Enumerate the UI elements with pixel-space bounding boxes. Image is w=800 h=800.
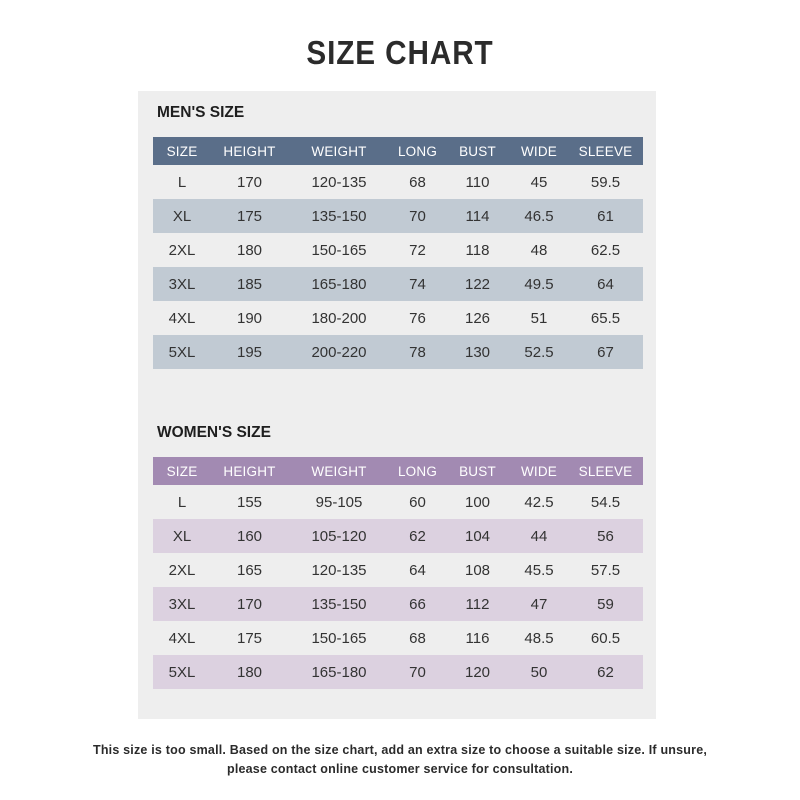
table-row xyxy=(153,621,643,655)
header-height: HEIGHT xyxy=(223,463,276,479)
cell-weight: 135-150 xyxy=(311,207,367,225)
cell-sleeve: 65.5 xyxy=(590,309,621,327)
cell-long: 62 xyxy=(409,527,426,545)
table-header-row xyxy=(153,457,643,485)
cell-long: 76 xyxy=(409,309,426,327)
cell-long: 60 xyxy=(409,493,426,511)
cell-sleeve: 64 xyxy=(597,275,614,293)
cell-sleeve: 61 xyxy=(597,207,614,225)
header-long: LONG xyxy=(397,143,438,159)
cell-bust: 130 xyxy=(464,343,491,361)
cell-sleeve: 62 xyxy=(597,663,614,681)
cell-wide: 50 xyxy=(530,663,548,681)
cell-height: 195 xyxy=(236,343,263,361)
cell-bust: 126 xyxy=(464,309,491,327)
cell-size: L xyxy=(177,493,187,511)
cell-sleeve: 59 xyxy=(597,595,614,613)
cell-wide: 45 xyxy=(530,173,548,191)
cell-size: XL xyxy=(172,207,192,225)
cell-bust: 104 xyxy=(464,527,491,545)
header-wide: WIDE xyxy=(520,143,558,159)
cell-bust: 116 xyxy=(465,629,490,647)
cell-height: 180 xyxy=(236,241,263,259)
cell-bust: 114 xyxy=(465,207,490,225)
cell-wide: 42.5 xyxy=(524,493,554,511)
header-size: SIZE xyxy=(166,143,198,159)
cell-height: 155 xyxy=(236,493,263,511)
cell-long: 72 xyxy=(409,241,426,259)
cell-long: 70 xyxy=(409,663,426,681)
cell-long: 66 xyxy=(409,595,426,613)
table-row xyxy=(153,267,643,301)
cell-bust: 100 xyxy=(464,493,491,511)
cell-sleeve: 62.5 xyxy=(590,241,621,259)
table-row xyxy=(153,485,643,519)
cell-long: 70 xyxy=(409,207,426,225)
header-weight: WEIGHT xyxy=(311,143,367,159)
cell-height: 190 xyxy=(236,309,263,327)
header-long: LONG xyxy=(397,463,438,479)
cell-long: 64 xyxy=(409,561,426,579)
table-row xyxy=(153,165,643,199)
header-size: SIZE xyxy=(166,463,198,479)
cell-weight: 120-135 xyxy=(311,173,367,191)
mens-size-table xyxy=(153,137,643,369)
cell-sleeve: 57.5 xyxy=(590,561,621,579)
cell-weight: 150-165 xyxy=(311,629,367,647)
cell-wide: 45.5 xyxy=(524,561,554,579)
header-weight: WEIGHT xyxy=(311,463,367,479)
table-row xyxy=(153,519,643,553)
table-row xyxy=(153,553,643,587)
cell-wide: 47 xyxy=(530,595,548,613)
header-height: HEIGHT xyxy=(223,143,276,159)
cell-height: 175 xyxy=(236,207,263,225)
header-sleeve: SLEEVE xyxy=(578,143,633,159)
cell-wide: 48 xyxy=(530,241,548,259)
cell-wide: 51 xyxy=(530,309,548,327)
cell-size: 5XL xyxy=(168,663,196,681)
table-row xyxy=(153,335,643,369)
cell-sleeve: 60.5 xyxy=(590,629,621,647)
cell-size: 2XL xyxy=(168,241,196,259)
cell-weight: 180-200 xyxy=(311,309,367,327)
page-title: SIZE CHART xyxy=(306,34,494,71)
header-bust: BUST xyxy=(459,143,496,159)
cell-long: 68 xyxy=(409,629,426,647)
cell-sleeve: 54.5 xyxy=(590,493,621,511)
table-row xyxy=(153,301,643,335)
cell-size: 5XL xyxy=(168,343,196,361)
cell-long: 68 xyxy=(409,173,426,191)
cell-height: 180 xyxy=(236,663,263,681)
cell-weight: 165-180 xyxy=(311,275,367,293)
cell-size: 2XL xyxy=(168,561,196,579)
table-row xyxy=(153,199,643,233)
cell-size: 4XL xyxy=(168,629,196,647)
cell-wide: 44 xyxy=(530,527,548,545)
cell-weight: 105-120 xyxy=(311,527,367,545)
footnote-line-1: This size is too small. Based on the size chart, add an extra size to choose a suitable size. If unsure, xyxy=(92,743,708,757)
mens-size-title: MEN'S SIZE xyxy=(157,104,245,121)
cell-height: 185 xyxy=(236,275,263,293)
cell-sleeve: 56 xyxy=(597,527,614,545)
cell-bust: 118 xyxy=(465,241,490,259)
header-sleeve: SLEEVE xyxy=(578,463,633,479)
header-wide: WIDE xyxy=(520,463,558,479)
cell-size: L xyxy=(177,173,187,191)
cell-height: 170 xyxy=(236,173,263,191)
cell-size: 3XL xyxy=(168,275,196,293)
cell-sleeve: 59.5 xyxy=(590,173,621,191)
cell-sleeve: 67 xyxy=(597,343,614,361)
cell-weight: 150-165 xyxy=(311,241,367,259)
table-row xyxy=(153,587,643,621)
cell-size: 4XL xyxy=(168,309,196,327)
cell-height: 160 xyxy=(236,527,263,545)
cell-long: 78 xyxy=(409,343,426,361)
cell-height: 165 xyxy=(236,561,263,579)
table-header-row xyxy=(153,137,643,165)
cell-wide: 49.5 xyxy=(524,275,554,293)
cell-bust: 110 xyxy=(465,173,490,191)
cell-wide: 48.5 xyxy=(524,629,554,647)
cell-bust: 112 xyxy=(465,595,490,613)
womens-size-table xyxy=(153,457,643,689)
womens-size-title: WOMEN'S SIZE xyxy=(157,424,271,441)
cell-bust: 120 xyxy=(464,663,491,681)
cell-weight: 120-135 xyxy=(311,561,367,579)
cell-bust: 122 xyxy=(464,275,491,293)
cell-size: XL xyxy=(172,527,192,545)
cell-wide: 52.5 xyxy=(524,343,554,361)
cell-long: 74 xyxy=(409,275,426,293)
cell-height: 175 xyxy=(236,629,263,647)
cell-bust: 108 xyxy=(464,561,491,579)
cell-wide: 46.5 xyxy=(524,207,554,225)
cell-weight: 165-180 xyxy=(311,663,367,681)
cell-height: 170 xyxy=(236,595,263,613)
header-bust: BUST xyxy=(459,463,496,479)
footnote-line-2: please contact online customer service for consultation. xyxy=(226,762,573,776)
cell-weight: 95-105 xyxy=(315,493,363,511)
table-row xyxy=(153,655,643,689)
cell-weight: 200-220 xyxy=(311,343,367,361)
cell-weight: 135-150 xyxy=(311,595,367,613)
cell-size: 3XL xyxy=(168,595,196,613)
table-row xyxy=(153,233,643,267)
